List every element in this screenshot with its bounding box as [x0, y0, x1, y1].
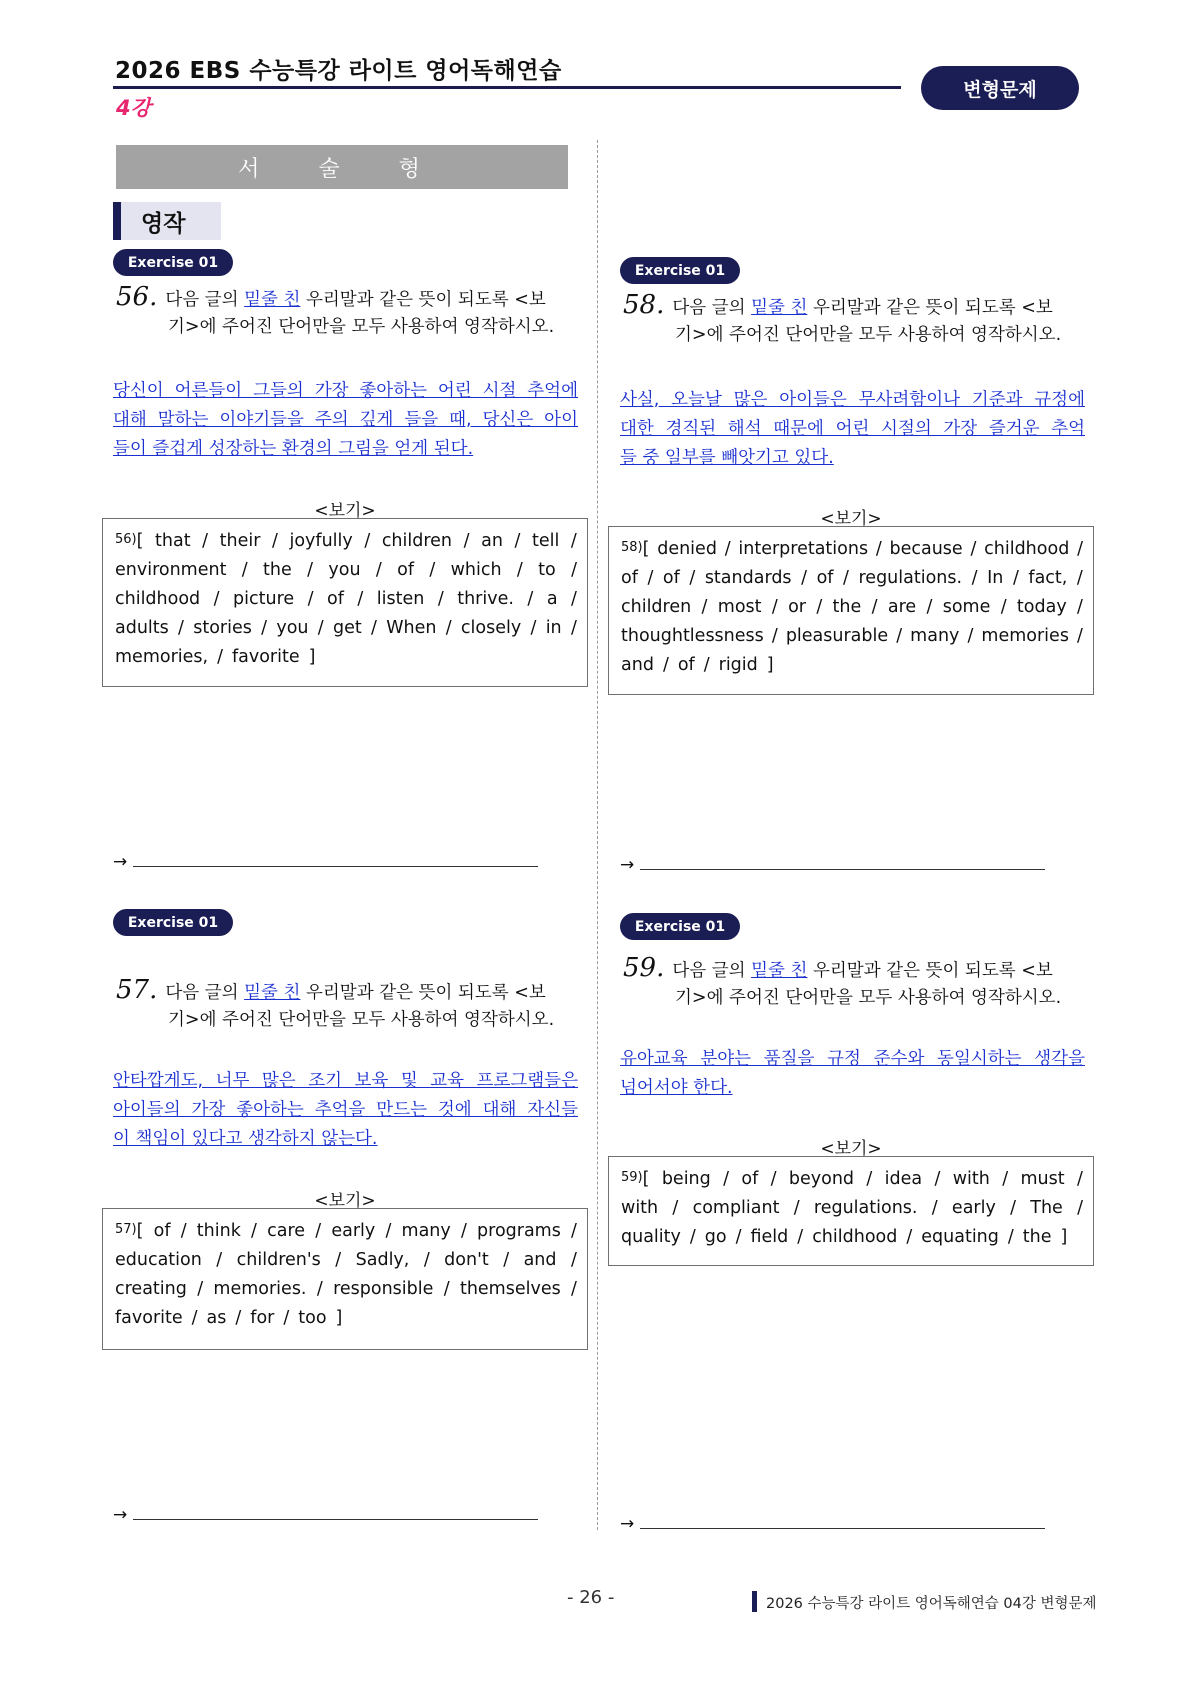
bogi-line: childhood / picture / of / listen / thrive. / a / [115, 589, 577, 609]
question-number: 57. [116, 975, 158, 1005]
exercise-pill: Exercise 01 [620, 913, 740, 940]
page-number: - 26 - [567, 1587, 615, 1608]
bogi-line: adults / stories / you / get / When / closely / in / [115, 618, 577, 638]
bogi-label: <보기> [314, 501, 376, 521]
bogi-line: of / of / standards / of / regulations. / In / fact, / [621, 568, 1083, 588]
lesson-label: 4강 [116, 96, 151, 120]
footer-text: 2026 수능특강 라이트 영어독해연습 04강 변형문제 [766, 1596, 1097, 1612]
question-57-bogi-box [102, 1208, 588, 1350]
question-56-instruction: 56. 다음 글의 밑줄 친 우리말과 같은 뜻이 되도록 <보 기>에 주어진 단어만을 모두 사용하여 영작하시오. [116, 282, 555, 337]
bogi-line: creating / memories. / responsible / themselves / [115, 1279, 577, 1299]
question-59-instruction: 59. 다음 글의 밑줄 친 우리말과 같은 뜻이 되도록 <보 기>에 주어진 단어만을 모두 사용하여 영작하시오. [623, 953, 1062, 1008]
exercise-pill: Exercise 01 [113, 909, 233, 936]
bogi-line: thoughtlessness / pleasurable / many / memories / [621, 626, 1083, 646]
question-59-bogi-box [608, 1156, 1094, 1266]
bogi-label: <보기> [820, 1139, 882, 1159]
bogi-line: $^{58)}$[ denied / interpretations / because / childhood / [621, 539, 1083, 559]
bogi-label: <보기> [314, 1191, 376, 1211]
section-bar: 서 술 형 [116, 145, 568, 189]
answer-line-56[interactable]: → [113, 852, 538, 872]
question-58-korean: 사실, 오늘날 많은 아이들은 무사려함이나 기준과 규정에 대한 경직된 해석 때문에 어린 시절의 가장 즐거운 추억 들 중 일부를 빼앗기고 있다. [620, 390, 1085, 468]
question-58-instruction: 58. 다음 글의 밑줄 친 우리말과 같은 뜻이 되도록 <보 기>에 주어진 단어만을 모두 사용하여 영작하시오. [623, 290, 1062, 345]
document-title: 2026 EBS 수능특강 라이트 영어독해연습 [115, 58, 562, 84]
question-58-bogi-box [608, 526, 1094, 695]
bogi-line: favorite / as / for / too ] [115, 1308, 343, 1328]
exercise-pill: Exercise 01 [620, 257, 740, 284]
bogi-line: and / of / rigid ] [621, 655, 774, 675]
bogi-line: with / compliant / regulations. / early / The / [621, 1198, 1083, 1218]
question-number: 58. [623, 290, 665, 320]
bogi-line: quality / go / field / childhood / equating / the ] [621, 1227, 1068, 1247]
answer-line-57[interactable]: → [113, 1505, 538, 1525]
question-57-instruction: 57. 다음 글의 밑줄 친 우리말과 같은 뜻이 되도록 <보 기>에 주어진 단어만을 모두 사용하여 영작하시오. [116, 975, 555, 1030]
question-56-korean: 당신이 어른들이 그들의 가장 좋아하는 어린 시절 추억에 대해 말하는 이야기들을 주의 깊게 들을 때, 당신은 아이 들이 즐겁게 성장하는 환경의 그림을 얻게 된다. [113, 381, 578, 459]
answer-line-59[interactable]: → [620, 1514, 1045, 1534]
column-divider [597, 140, 598, 1530]
bogi-line: $^{59)}$[ being / of / beyond / idea / with / must / [621, 1169, 1083, 1189]
sub-heading: 영작 [113, 202, 221, 240]
bogi-line: memories, / favorite ] [115, 647, 316, 667]
exercise-pill: Exercise 01 [113, 249, 233, 276]
question-59-korean: 유아교육 분야는 품질을 규정 준수와 동일시하는 생각을 넘어서야 한다. [620, 1049, 1085, 1098]
header-rule [113, 86, 901, 89]
type-badge: 변형문제 [921, 66, 1079, 110]
bogi-line: education / children's / Sadly, / don't / and / [115, 1250, 577, 1270]
question-56-bogi-box [102, 518, 588, 687]
bogi-line: environment / the / you / of / which / to / [115, 560, 577, 580]
bogi-line: $^{57)}$[ of / think / care / early / many / programs / [115, 1221, 577, 1241]
question-number: 56. [116, 282, 158, 312]
question-57-korean: 안타깝게도, 너무 많은 조기 보육 및 교육 프로그램들은 아이들의 가장 좋아하는 추억을 만드는 것에 대해 자신들 이 책임이 있다고 생각하지 않는다. [113, 1071, 578, 1149]
question-number: 59. [623, 953, 665, 983]
bogi-line: $^{56)}$[ that / their / joyfully / children / an / tell / [115, 531, 577, 551]
bogi-label: <보기> [820, 509, 882, 529]
footer-accent [752, 1591, 757, 1612]
bogi-line: children / most / or / the / are / some / today / [621, 597, 1083, 617]
answer-line-58[interactable]: → [620, 855, 1045, 875]
